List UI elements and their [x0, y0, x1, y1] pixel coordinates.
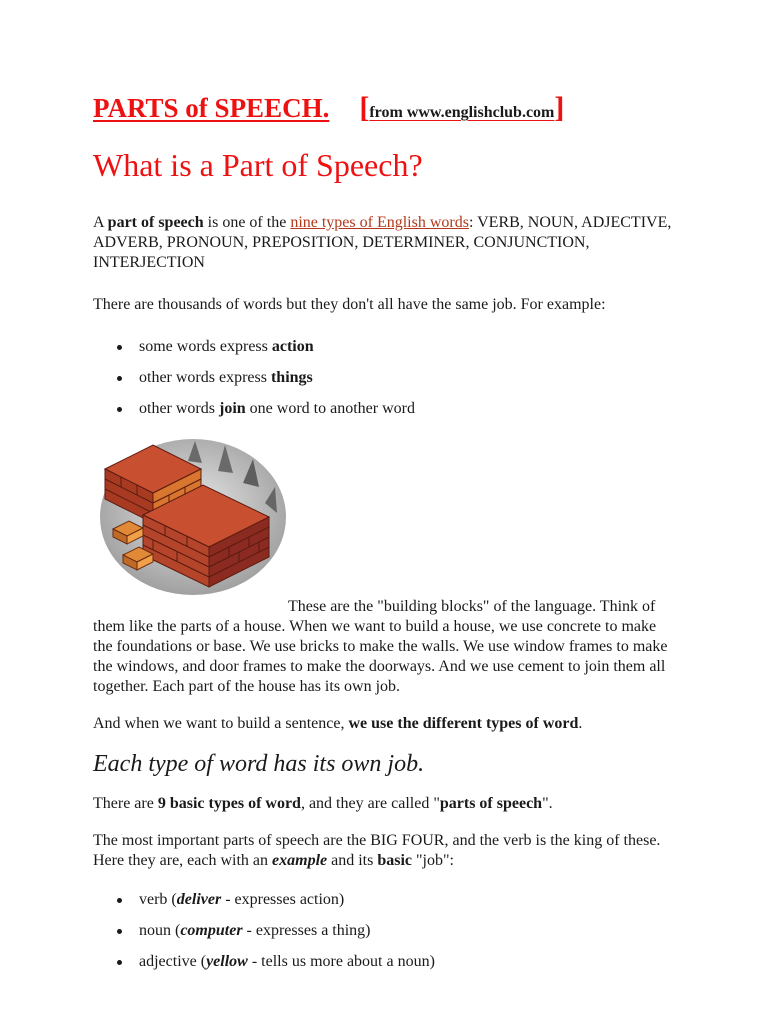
list-item	[93, 921, 673, 941]
list-item	[93, 399, 673, 419]
pos-description: - tells us more about a noun)	[247, 953, 435, 970]
basic-middle: , and they are called "	[300, 795, 440, 812]
intro-paragraph	[93, 213, 673, 273]
example-bold: things	[270, 369, 313, 386]
list-item	[93, 337, 673, 357]
building-blocks-paragraph: These are the "building blocks" of the language. Think of them like the parts of a house. When we want to build a house, we use concrete to make the foundations or base. We use bricks to make the walls. We use window frames to make the windows, and door frames to make the doorways. And we use cement to join them all together. Each part of the house has its own job.	[93, 598, 668, 695]
title-bracket-open: [	[359, 91, 370, 124]
bigfour-middle: and its	[327, 852, 378, 869]
list-item	[93, 952, 673, 972]
big-four-list	[93, 890, 673, 972]
example-after: one word to another word	[245, 400, 415, 417]
pos-name: verb (	[139, 891, 177, 908]
basic-after: ".	[542, 795, 553, 812]
sentence-bold: we use the different types of word	[348, 715, 579, 732]
pos-name: noun (	[139, 922, 181, 939]
list-item	[93, 368, 673, 388]
example-bold: action	[271, 338, 314, 355]
intro-suffix: : VERB, NOUN, ADJECTIVE, ADVERB, PRONOUN, PREPOSITION, DETERMINER, CONJUNCTION, INTERJECTION	[93, 214, 672, 271]
big-four-paragraph	[93, 831, 673, 871]
example-text: some words express	[139, 338, 272, 355]
basic-types-paragraph	[93, 794, 673, 814]
list-item	[93, 890, 673, 910]
example-bold: join	[218, 400, 246, 417]
title-source: from www.englishclub.com	[369, 104, 555, 121]
document-content	[93, 86, 673, 972]
brick-wall-illustration	[93, 431, 293, 599]
basic-bold-parts: parts of speech	[439, 795, 543, 812]
intro-prefix: A	[93, 214, 108, 231]
examples-list	[93, 337, 673, 419]
bigfour-example-word: example	[272, 852, 328, 869]
title-bracket-close: ]	[554, 91, 565, 124]
heading-what-is-part-of-speech: What is a Part of Speech?	[93, 147, 423, 183]
heading-each-type: Each type of word has its own job.	[93, 751, 425, 777]
example-text: other words express	[139, 369, 271, 386]
sentence-after: .	[578, 715, 583, 732]
pos-name: adjective (	[139, 953, 207, 970]
intro-term: part of speech	[107, 214, 204, 231]
brick-image-container	[93, 431, 673, 599]
bigfour-before: The most important parts of speech are the BIG FOUR, and the verb is the king of these. Here they are, each with an	[93, 832, 661, 869]
bigfour-after: "job":	[412, 852, 454, 869]
nine-types-link[interactable]: nine types of English words	[290, 214, 469, 231]
pos-example: yellow	[206, 953, 248, 970]
page-title	[93, 86, 673, 133]
pos-description: - expresses a thing)	[242, 922, 371, 939]
basic-before: There are	[93, 795, 158, 812]
sentence-paragraph	[93, 714, 673, 734]
title-main: PARTS of SPEECH.	[93, 93, 330, 123]
bigfour-basic-word: basic	[377, 852, 412, 869]
pos-example: deliver	[176, 891, 222, 908]
basic-bold-count: 9 basic types of word	[157, 795, 301, 812]
example-text: other words	[139, 400, 219, 417]
pos-example: computer	[180, 922, 243, 939]
pos-description: - expresses action)	[221, 891, 345, 908]
intro-middle: is one of the	[203, 214, 291, 231]
thousands-paragraph: There are thousands of words but they don't all have the same job. For example:	[93, 296, 606, 313]
sentence-before: And when we want to build a sentence,	[93, 715, 349, 732]
